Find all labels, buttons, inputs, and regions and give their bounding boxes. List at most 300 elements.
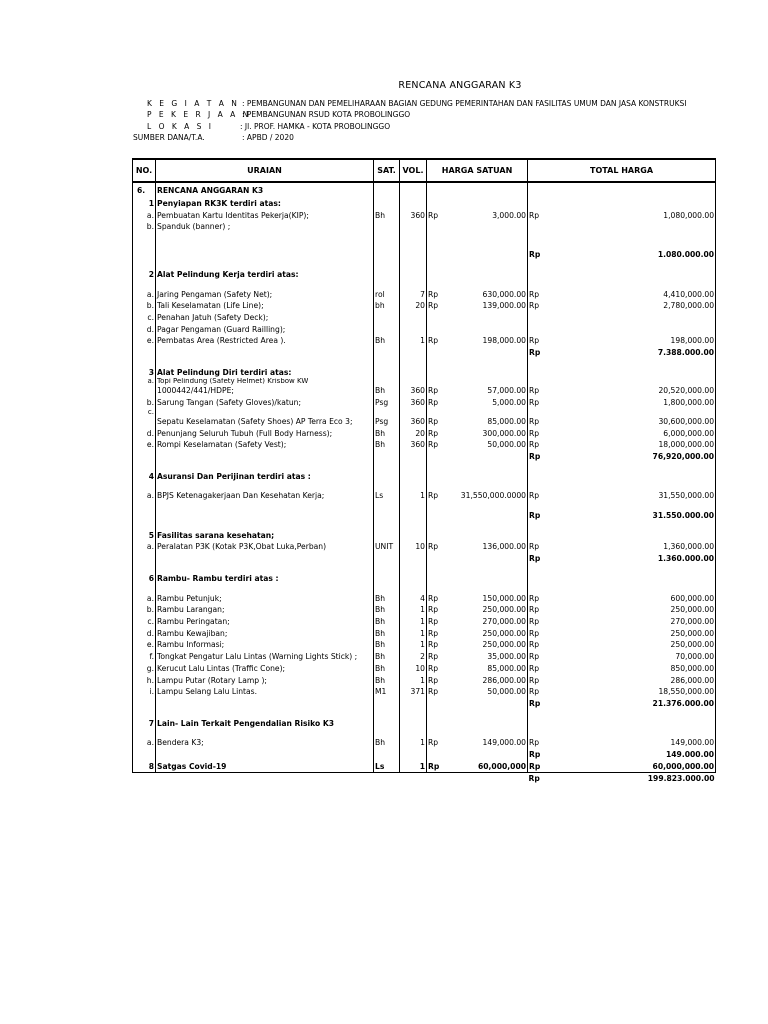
cell-sat: Bh: [374, 385, 400, 397]
table-row: [133, 593, 716, 605]
cell-sat: [374, 463, 400, 471]
cell-rp2: [528, 585, 546, 593]
meta-label: L O K A S I: [147, 121, 214, 131]
cell-hs: [445, 463, 528, 471]
cell-sat: Psg: [374, 416, 400, 428]
cell-sat: bh: [374, 300, 400, 312]
cell-sat: Bh: [374, 737, 400, 749]
cell-sat: Ls: [374, 490, 400, 502]
cell-rp1: Rp: [427, 300, 445, 312]
cell-hs: [445, 261, 528, 269]
cell-vol: 20: [400, 428, 427, 440]
cell-vol: [400, 378, 427, 385]
cell-sat: [374, 698, 400, 710]
cell-hs: 60,000,000: [445, 761, 528, 773]
table-row: [133, 261, 716, 269]
table-row: [133, 324, 716, 336]
cell-rp2: Rp: [528, 749, 546, 761]
cell-ur: [156, 482, 374, 490]
cell-th: [546, 530, 716, 542]
table-row: [133, 565, 716, 573]
cell-rp1: Rp: [427, 210, 445, 222]
cell-vol: 360: [400, 416, 427, 428]
cell-no: [133, 698, 156, 710]
cell-rp1: [427, 553, 445, 565]
cell-ur: Topi Pelindung (Safety Helmet) Krisbow KW: [156, 378, 374, 385]
cell-vol: 10: [400, 541, 427, 553]
cell-sat: [374, 409, 400, 416]
table-row: [133, 347, 716, 359]
cell-vol: 1: [400, 675, 427, 687]
cell-rp1: [427, 367, 445, 379]
cell-vol: [400, 359, 427, 367]
cell-sat: [374, 565, 400, 573]
cell-vol: 10: [400, 663, 427, 675]
cell-hs: 286,000.00: [482, 675, 527, 685]
cell-hs: [445, 324, 528, 336]
cell-vol: [400, 773, 427, 785]
cell-no: b.: [133, 397, 156, 409]
cell-th: [546, 502, 716, 510]
cell-th: 250,000.00: [546, 639, 716, 651]
cell-hs: [445, 573, 528, 585]
cell-th: [546, 233, 716, 249]
cell-sat: M1: [374, 686, 400, 698]
cell-no: [133, 729, 156, 737]
cell-sat: [374, 530, 400, 542]
cell-th: [546, 718, 716, 730]
cell-no: [133, 749, 156, 761]
cell-th: 60,000,000.00: [546, 761, 716, 773]
cell-rp2: [528, 471, 546, 483]
cell-ur: BPJS Ketenagakerjaan Dan Kesehatan Kerja;: [156, 490, 374, 502]
cell-no: [133, 281, 156, 289]
table-row: [133, 639, 716, 651]
cell-th: [546, 729, 716, 737]
cell-vol: [400, 463, 427, 471]
cell-sat: [374, 729, 400, 737]
cell-vol: 1: [400, 737, 427, 749]
header-harga-satuan: HARGA SATUAN: [427, 159, 528, 182]
cell-ur: Spanduk (banner) ;: [156, 221, 374, 233]
cell-hs: [445, 182, 528, 198]
cell-rp2: [528, 324, 546, 336]
cell-ur: Rambu Larangan;: [156, 604, 374, 616]
cell-rp1: [427, 182, 445, 198]
cell-rp2: Rp: [528, 416, 546, 428]
cell-rp1: [427, 773, 445, 785]
cell-no: 6: [133, 573, 156, 585]
cell-sat: Bh: [374, 628, 400, 640]
cell-hs: [445, 367, 528, 379]
cell-th: [546, 221, 716, 233]
meta-value: : PEMBANGUNAN RSUD KOTA PROBOLINGGO: [242, 110, 411, 120]
cell-sat: [374, 451, 400, 463]
cell-th: 31,550,000.00: [546, 490, 716, 502]
cell-rp1: [427, 451, 445, 463]
cell-no: [133, 522, 156, 530]
table-row: [133, 312, 716, 324]
cell-hs: 300,000.00: [482, 428, 527, 438]
cell-th: 198,000.00: [546, 335, 716, 347]
cell-th: [546, 573, 716, 585]
cell-th: [546, 409, 716, 416]
cell-ur: Penahan Jatuh (Safety Deck);: [156, 312, 374, 324]
table-row: [133, 628, 716, 640]
cell-vol: [400, 565, 427, 573]
cell-rp2: Rp: [528, 210, 546, 222]
cell-rp1: [427, 463, 445, 471]
cell-rp1: Rp: [427, 686, 445, 698]
cell-hs: [445, 698, 528, 710]
table-row: [133, 490, 716, 502]
cell-th: 21.376.000.00: [546, 698, 716, 710]
cell-vol: [400, 367, 427, 379]
cell-rp1: [427, 565, 445, 573]
cell-rp2: Rp: [528, 774, 540, 784]
cell-rp1: [427, 585, 445, 593]
cell-hs: [445, 749, 528, 761]
cell-ur: [156, 451, 374, 463]
project-meta: [133, 98, 687, 143]
cell-rp2: [528, 281, 546, 289]
cell-th: [546, 463, 716, 471]
cell-rp1: [427, 749, 445, 761]
cell-rp2: [528, 261, 546, 269]
cell-rp1: [427, 698, 445, 710]
cell-th: 1,800,000.00: [546, 397, 716, 409]
cell-th: 20,520,000.00: [546, 385, 716, 397]
cell-rp1: [427, 530, 445, 542]
cell-vol: [400, 312, 427, 324]
cell-rp1: [427, 522, 445, 530]
table-row: [133, 616, 716, 628]
cell-vol: [400, 530, 427, 542]
table-row: [133, 502, 716, 510]
cell-sat: [374, 573, 400, 585]
cell-hs: 250,000.00: [482, 628, 527, 638]
cell-sat: Psg: [374, 397, 400, 409]
cell-th: [546, 281, 716, 289]
cell-th: 30,600,000.00: [546, 416, 716, 428]
cell-vol: 1: [400, 761, 427, 773]
cell-rp2: [528, 522, 546, 530]
table-row: [133, 428, 716, 440]
cell-rp1: Rp: [427, 541, 445, 553]
cell-rp1: Rp: [427, 604, 445, 616]
cell-hs: 85,000.00: [487, 663, 527, 673]
cell-vol: 7: [400, 289, 427, 301]
meta-label: K E G I A T A N: [147, 99, 240, 108]
table-row: [133, 210, 716, 222]
table-row: [133, 182, 716, 198]
cell-hs: 3,000.00: [492, 210, 527, 220]
cell-sat: Bh: [374, 335, 400, 347]
cell-sat: [374, 269, 400, 281]
cell-rp1: Rp: [427, 416, 445, 428]
cell-th: [546, 312, 716, 324]
cell-sat: [374, 749, 400, 761]
cell-ur: Rambu Kewajiban;: [156, 628, 374, 640]
cell-hs: [445, 482, 528, 490]
cell-hs: [445, 347, 528, 359]
cell-hs: [445, 312, 528, 324]
cell-rp2: Rp: [528, 300, 546, 312]
cell-rp1: [427, 471, 445, 483]
table-row: [133, 269, 716, 281]
cell-vol: [400, 729, 427, 737]
cell-vol: [400, 573, 427, 585]
cell-sat: [374, 502, 400, 510]
cell-sat: [374, 182, 400, 198]
cell-sat: [374, 471, 400, 483]
cell-hs: [445, 451, 528, 463]
cell-no: [133, 585, 156, 593]
cell-rp2: Rp: [528, 604, 546, 616]
cell-ur: Penyiapan RK3K terdiri atas:: [156, 198, 374, 210]
cell-th: [546, 522, 716, 530]
cell-rp1: [427, 312, 445, 324]
cell-hs: [445, 553, 528, 565]
cell-ur: Fasilitas sarana kesehatan;: [156, 530, 374, 542]
cell-hs: [445, 198, 528, 210]
cell-no: [133, 773, 156, 785]
cell-vol: [400, 522, 427, 530]
cell-th: 31.550.000.00: [546, 510, 716, 522]
table-row: [133, 585, 716, 593]
cell-rp1: [427, 510, 445, 522]
table-row: [133, 281, 716, 289]
cell-ur: Pembatas Area (Restricted Area ).: [156, 335, 374, 347]
cell-no: 5: [133, 530, 156, 542]
cell-ur: Sepatu Keselamatan (Safety Shoes) AP Terra Eco 3;: [156, 416, 374, 428]
table-row: [133, 198, 716, 210]
cell-th: 7.388.000.00: [546, 347, 716, 359]
cell-ur: [156, 773, 374, 785]
cell-ur: Pagar Pengaman (Guard Railling);: [156, 324, 374, 336]
cell-sat: [374, 359, 400, 367]
cell-th: 270,000.00: [546, 616, 716, 628]
cell-th: 18,550,000.00: [546, 686, 716, 698]
cell-hs: [445, 221, 528, 233]
cell-th: 76,920,000.00: [546, 451, 716, 463]
cell-hs: [445, 585, 528, 593]
cell-sat: [374, 312, 400, 324]
cell-ur: Rambu Petunjuk;: [156, 593, 374, 605]
cell-rp2: [528, 367, 546, 379]
cell-rp1: Rp: [427, 439, 445, 451]
cell-rp2: Rp: [528, 737, 546, 749]
cell-rp1: [427, 502, 445, 510]
cell-rp1: Rp: [427, 428, 445, 440]
cell-rp1: Rp: [427, 663, 445, 675]
cell-ur: Bendera K3;: [156, 737, 374, 749]
cell-vol: [400, 409, 427, 416]
cell-rp1: [427, 221, 445, 233]
cell-sat: Bh: [374, 439, 400, 451]
cell-th: [546, 482, 716, 490]
cell-rp1: [427, 378, 445, 385]
header-total-harga: TOTAL HARGA: [528, 159, 716, 182]
cell-rp1: Rp: [427, 593, 445, 605]
cell-ur: Asuransi Dan Perijinan terdiri atas :: [156, 471, 374, 483]
header-no: NO.: [133, 159, 156, 182]
meta-row: [147, 98, 686, 109]
cell-vol: 2: [400, 651, 427, 663]
cell-th: 286,000.00: [546, 675, 716, 687]
cell-rp1: [427, 718, 445, 730]
cell-th: [546, 359, 716, 367]
cell-no: [133, 233, 156, 249]
cell-th: [546, 710, 716, 718]
cell-hs: 136,000.00: [482, 542, 527, 552]
cell-vol: [400, 482, 427, 490]
cell-ur: Alat Pelindung Diri terdiri atas:: [156, 367, 374, 379]
cell-no: 2: [133, 269, 156, 281]
cell-rp1: Rp: [427, 289, 445, 301]
cell-rp2: [528, 729, 546, 737]
table-row: [133, 397, 716, 409]
cell-rp2: [528, 710, 546, 718]
cell-sat: Bh: [374, 639, 400, 651]
table-row: [133, 335, 716, 347]
cell-no: h.: [133, 675, 156, 687]
cell-vol: 360: [400, 385, 427, 397]
cell-sat: Bh: [374, 210, 400, 222]
cell-rp1: [427, 269, 445, 281]
cell-sat: [374, 510, 400, 522]
meta-row: [147, 109, 686, 120]
cell-sat: [374, 249, 400, 261]
cell-rp1: Rp: [427, 397, 445, 409]
cell-vol: [400, 451, 427, 463]
cell-rp2: Rp: [528, 249, 546, 261]
cell-rp1: [427, 347, 445, 359]
cell-th: 1,360,000.00: [546, 541, 716, 553]
cell-vol: 1: [400, 628, 427, 640]
cell-no: [133, 416, 156, 428]
cell-no: e.: [133, 639, 156, 651]
cell-hs: [445, 359, 528, 367]
cell-rp2: Rp: [528, 510, 546, 522]
cell-rp1: Rp: [427, 490, 445, 502]
table-row: [133, 385, 716, 397]
cell-hs: [445, 409, 528, 416]
cell-th: [546, 585, 716, 593]
cell-sat: [374, 378, 400, 385]
cell-no: [133, 359, 156, 367]
cell-no: b.: [133, 221, 156, 233]
cell-ur: 1000442/441/HDPE;: [156, 385, 374, 397]
cell-rp1: [427, 249, 445, 261]
cell-ur: Lampu Selang Lalu Lintas.: [156, 686, 374, 698]
cell-sat: [374, 233, 400, 249]
cell-hs: [445, 471, 528, 483]
cell-no: [133, 385, 156, 397]
cell-no: [133, 451, 156, 463]
table-row: [133, 359, 716, 367]
cell-sat: [374, 367, 400, 379]
cell-hs: 198,000.00: [482, 336, 527, 346]
cell-ur: [156, 749, 374, 761]
cell-ur: [156, 281, 374, 289]
cell-sat: [374, 324, 400, 336]
cell-vol: [400, 281, 427, 289]
cell-hs: [445, 729, 528, 737]
cell-rp2: Rp: [528, 397, 546, 409]
cell-vol: [400, 261, 427, 269]
document-title: RENCANA ANGGARAN K3: [398, 80, 522, 91]
cell-rp1: [427, 198, 445, 210]
cell-rp2: Rp: [528, 451, 546, 463]
cell-no: a.: [133, 737, 156, 749]
cell-ur: [156, 502, 374, 510]
cell-hs: [445, 710, 528, 718]
cell-th: 149.000.00: [546, 749, 716, 761]
cell-no: c.: [133, 409, 156, 416]
cell-rp2: [528, 409, 546, 416]
cell-vol: [400, 182, 427, 198]
cell-th: 250,000.00: [546, 628, 716, 640]
table-row: [133, 221, 716, 233]
cell-th: 4,410,000.00: [546, 289, 716, 301]
cell-no: a.: [133, 541, 156, 553]
cell-rp1: Rp: [427, 628, 445, 640]
cell-hs: 149,000.00: [482, 738, 527, 748]
cell-ur: [156, 249, 374, 261]
table-row: [133, 729, 716, 737]
meta-row: [133, 132, 686, 143]
cell-no: a.: [133, 593, 156, 605]
cell-ur: Rambu Peringatan;: [156, 616, 374, 628]
cell-th: 199.823.000.00: [647, 774, 715, 784]
cell-ur: [156, 463, 374, 471]
cell-ur: Pembuatan Kartu Identitas Pekerja(KIP);: [156, 210, 374, 222]
cell-no: [133, 261, 156, 269]
cell-rp1: [427, 573, 445, 585]
cell-vol: [400, 347, 427, 359]
cell-rp2: [528, 198, 546, 210]
cell-ur: [156, 261, 374, 269]
table-row: [133, 471, 716, 483]
cell-sat: [374, 710, 400, 718]
table-row: [133, 530, 716, 542]
table-row: [133, 773, 716, 785]
cell-rp2: [528, 573, 546, 585]
cell-no: [133, 565, 156, 573]
cell-sat: [374, 718, 400, 730]
cell-rp2: [528, 378, 546, 385]
cell-no: [133, 249, 156, 261]
cell-no: [133, 347, 156, 359]
cell-rp1: Rp: [427, 737, 445, 749]
cell-rp2: Rp: [528, 541, 546, 553]
cell-hs: 139,000.00: [482, 301, 527, 311]
header-uraian: URAIAN: [156, 159, 374, 182]
cell-vol: 360: [400, 439, 427, 451]
cell-rp2: [528, 565, 546, 573]
table-row: [133, 686, 716, 698]
cell-rp2: [528, 530, 546, 542]
cell-th: 1,080,000.00: [546, 210, 716, 222]
cell-sat: UNIT: [374, 541, 400, 553]
table-header-row: [133, 159, 716, 182]
cell-no: 6.: [133, 182, 156, 198]
cell-no: [133, 463, 156, 471]
cell-rp2: Rp: [528, 616, 546, 628]
cell-no: [133, 553, 156, 565]
cell-ur: Rambu- Rambu terdiri atas :: [156, 573, 374, 585]
